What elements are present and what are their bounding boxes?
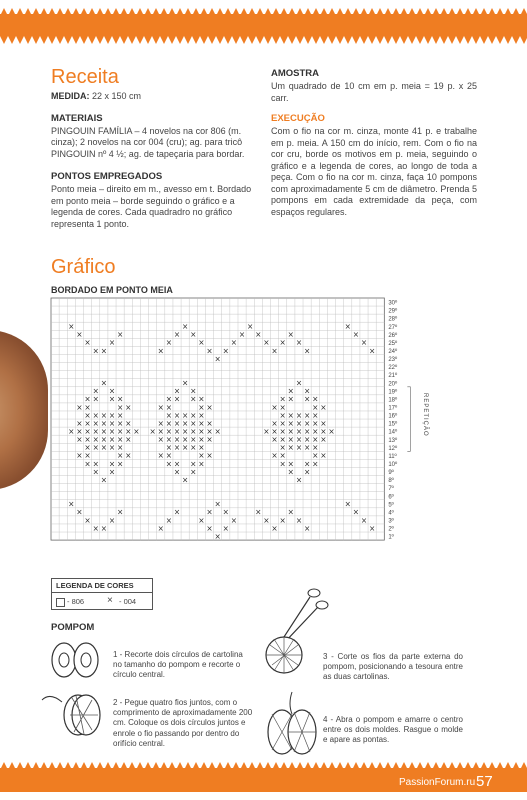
chart-title: BORDADO EM PONTO MEIA (51, 285, 173, 295)
pompom-step-3: 3 - Corte os fios da parte externa do pompom, posicionando a tesoura entre as duas cartolinas. (323, 652, 463, 682)
chart-cross-mark: × (92, 467, 99, 477)
chart-row-label: 26º (388, 332, 398, 339)
chart-cross-mark: × (181, 475, 189, 485)
chart-cross-mark: × (206, 507, 213, 517)
chart-cross-mark: × (344, 499, 351, 509)
chart-cross-mark: × (295, 475, 303, 485)
chart-cross-mark: × (279, 394, 286, 404)
chart-cross-mark: × (230, 515, 238, 525)
chart-cross-mark: × (100, 475, 107, 485)
chart-cross-mark: × (238, 330, 246, 340)
chart-cross-mark: × (76, 435, 83, 445)
chart-cross-mark: × (165, 402, 173, 412)
tying-pompom-illustration (262, 690, 322, 760)
chart-cross-mark: × (76, 418, 83, 428)
grafico-title: Gráfico (51, 256, 116, 278)
chart-cross-mark: × (165, 418, 173, 428)
chart-cross-mark: × (165, 443, 173, 453)
amostra-heading: AMOSTRA (271, 68, 320, 79)
chart-cross-mark: × (255, 330, 262, 340)
chart-cross-mark: × (287, 467, 294, 477)
chart-cross-mark: × (76, 402, 83, 412)
chart-cross-mark: × (198, 418, 205, 428)
chart-cross-mark: × (198, 394, 205, 404)
chart-cross-mark: × (303, 394, 311, 404)
chart-cross-mark: × (92, 443, 99, 453)
chart-cross-mark: × (173, 418, 181, 428)
chart-cross-mark: × (303, 435, 311, 445)
chart-cross-mark: × (287, 418, 294, 428)
chart-cross-mark: × (108, 394, 116, 404)
chart-cross-mark: × (84, 515, 91, 525)
chart-cross-mark: × (198, 338, 205, 348)
chart-cross-mark: × (181, 322, 189, 332)
chart-cross-mark: × (173, 386, 181, 396)
chart-cross-mark: × (108, 435, 116, 445)
chart-cross-mark: × (206, 346, 213, 356)
chart-cross-mark: × (206, 402, 213, 412)
chart-cross-mark: × (222, 346, 229, 356)
chart-cross-mark: × (76, 426, 83, 436)
chart-cross-mark: × (116, 443, 124, 453)
chart-row-label: 16º (388, 413, 398, 420)
chart-cross-mark: × (271, 346, 278, 356)
chart-cross-mark: × (165, 338, 173, 348)
chart-cross-mark: × (92, 386, 99, 396)
chart-cross-mark: × (100, 346, 107, 356)
chart-cross-mark: × (181, 435, 189, 445)
chart-row-label: 24º (388, 348, 398, 355)
chart-cross-mark: × (279, 451, 286, 461)
chart-cross-mark: × (157, 523, 164, 533)
chart-cross-mark: × (108, 459, 116, 469)
chart-cross-mark: × (84, 338, 91, 348)
chart-cross-mark: × (92, 523, 99, 533)
chart-row-label: 11º (388, 453, 397, 460)
chart-row-label: 21º (388, 373, 398, 380)
chart-cross-mark: × (279, 338, 286, 348)
chart-cross-mark: × (271, 451, 278, 461)
chart-cross-mark: × (279, 435, 286, 445)
chart-cross-mark: × (360, 338, 368, 348)
chart-cross-mark: × (312, 394, 319, 404)
wrapping-yarn-illustration (40, 690, 110, 740)
chart-row-label: 22º (388, 365, 398, 372)
chart-cross-mark: × (173, 459, 181, 469)
execucao-heading: EXECUÇÃO (271, 113, 325, 124)
chart-cross-mark: × (157, 402, 164, 412)
chart-cross-mark: × (198, 451, 205, 461)
chart-cross-mark: × (279, 443, 286, 453)
chart-cross-mark: × (279, 410, 286, 420)
chart-cross-mark: × (263, 338, 270, 348)
chart-cross-mark: × (108, 515, 116, 525)
legend-title: LEGENDA DE CORES (52, 579, 152, 593)
chart-cross-mark: × (116, 435, 124, 445)
chart-row-label: 1º (388, 534, 394, 541)
chart-row-label: 9º (388, 470, 394, 477)
chart-cross-mark: × (312, 402, 319, 412)
pompom-step-2: 2 - Pegue quatro fios juntos, com o comprimento de aproximadamente 200 cm. Coloque os dois círculos juntos e enrole o fio passando por dentro do orifício central. (113, 698, 253, 748)
chart-cross-mark: × (303, 523, 311, 533)
chart-cross-mark: × (287, 394, 294, 404)
chart-row-label: 4º (388, 510, 394, 517)
chart-cross-mark: × (165, 394, 173, 404)
chart-cross-mark: × (214, 354, 221, 364)
chart-cross-mark: × (320, 402, 327, 412)
chart-cross-mark: × (214, 499, 221, 509)
chart-cross-mark: × (173, 507, 181, 517)
chart-cross-mark: × (116, 410, 124, 420)
chart-cross-mark: × (116, 402, 124, 412)
chart-cross-mark: × (173, 410, 181, 420)
chart-cross-mark: × (76, 451, 83, 461)
chart-cross-mark: × (92, 459, 99, 469)
chart-cross-mark: × (312, 426, 319, 436)
chart-row-label: 29º (388, 308, 398, 315)
chart-cross-mark: × (295, 515, 303, 525)
chart-cross-mark: × (190, 394, 197, 404)
chart-cross-mark: × (92, 410, 99, 420)
chart-row-label: 17º (388, 405, 398, 412)
chart-cross-mark: × (190, 418, 197, 428)
chart-cross-mark: × (206, 418, 213, 428)
chart-cross-mark: × (352, 507, 360, 517)
chart-cross-mark: × (173, 435, 181, 445)
execucao-text: Com o fio na cor m. cinza, monte 41 p. e trabalhe em p. meia. A 150 cm do início, rem. Com o fio na cor cru, borde os motivos em p. meia, seguindo o gráfico e a legenda de cores, ao longo de toda a peça. Com o fio na cor m. cinza, faça 10 pompons com aproximadamente 5 cm de diâmetro. Prenda 5 pompons em cada extremidade da peça, com espaços regulares. (271, 126, 477, 217)
chart-cross-mark: × (125, 418, 132, 428)
chart-cross-mark: × (352, 330, 360, 340)
chart-cross-mark: × (328, 426, 335, 436)
repeticao-bracket (407, 387, 410, 452)
chart-cross-mark: × (303, 418, 311, 428)
chart-cross-mark: × (295, 410, 303, 420)
chart-cross-mark: × (303, 426, 311, 436)
chart-cross-mark: × (173, 467, 181, 477)
materiais-heading: MATERIAIS (51, 112, 103, 124)
materiais-text: PINGOUIN FAMÍLIA – 4 novelos na cor 806 (m. cinza); 2 novelos na cor 004 (cru); ag. para tricô PINGOUIN nº 4 ½; ag. de tapeçaria para bordar. (51, 125, 245, 159)
chart-cross-mark: × (157, 418, 164, 428)
chart-cross-mark: × (279, 418, 286, 428)
legend-square-icon (56, 598, 65, 607)
chart-cross-mark: × (125, 402, 132, 412)
chart-cross-mark: × (190, 435, 197, 445)
amostra-text: Um quadrado de 10 cm em p. meia = 19 p. x 25 carr. (271, 81, 477, 103)
chart-cross-mark: × (320, 451, 327, 461)
chart-cross-mark: × (84, 410, 91, 420)
chart-cross-mark: × (190, 443, 197, 453)
chart-cross-mark: × (344, 322, 351, 332)
chart-cross-mark: × (190, 459, 197, 469)
chart-cross-mark: × (295, 426, 303, 436)
chart-cross-mark: × (303, 346, 311, 356)
chart-cross-mark: × (84, 459, 91, 469)
chart-cross-mark: × (133, 426, 140, 436)
chart-row-label: 13º (388, 437, 398, 444)
chart-cross-mark: × (84, 418, 91, 428)
chart-cross-mark: × (108, 418, 116, 428)
chart-cross-mark: × (312, 435, 319, 445)
chart-cross-mark: × (100, 435, 107, 445)
chart-cross-mark: × (165, 451, 173, 461)
chart-cross-mark: × (157, 426, 164, 436)
chart-cross-mark: × (222, 507, 229, 517)
chart-cross-mark: × (271, 418, 278, 428)
chart-cross-mark: × (320, 426, 327, 436)
chart-cross-mark: × (206, 435, 213, 445)
chart-cross-mark: × (84, 402, 91, 412)
chart-cross-mark: × (312, 443, 319, 453)
chart-cross-mark: × (206, 523, 213, 533)
repeticao-label: REPETIÇÃO (422, 393, 428, 437)
chart-cross-mark: × (368, 346, 376, 356)
chart-cross-mark: × (303, 386, 311, 396)
recipe-title: Receita (51, 66, 119, 88)
chart-cross-mark: × (230, 338, 238, 348)
chart-cross-mark: × (68, 322, 75, 332)
chart-cross-mark: × (206, 451, 213, 461)
chart-cross-mark: × (165, 410, 173, 420)
watermark-text: PassionForum.ru (399, 777, 476, 788)
chart-cross-mark: × (84, 394, 91, 404)
chart-cross-mark: × (165, 515, 173, 525)
legend-cross-icon: × (107, 595, 113, 606)
chart-cross-mark: × (320, 418, 327, 428)
chart-cross-mark: × (303, 410, 311, 420)
chart-cross-mark: × (271, 402, 278, 412)
chart-cross-mark: × (279, 515, 286, 525)
chart-cross-mark: × (116, 459, 124, 469)
chart-cross-mark: × (149, 426, 156, 436)
chart-row-label: 5º (388, 502, 394, 509)
chart-cross-mark: × (108, 410, 116, 420)
chart-cross-mark: × (92, 394, 99, 404)
chart-cross-mark: × (116, 507, 124, 517)
pontos-heading: PONTOS EMPREGADOS (51, 171, 163, 182)
pompom-step-4: 4 - Abra o pompom e amarre o centro entre os dois moldes. Rasgue o molde e apare as pontas. (323, 715, 463, 745)
pontos-text: Ponto meia – direito em m., avesso em t. Bordado em ponto meia – borde seguindo o gráfico e a legenda de cores. Cada quadradro no gráfico representa 1 ponto. (51, 184, 252, 229)
chart-cross-mark: × (125, 435, 132, 445)
chart-cross-mark: × (287, 426, 294, 436)
chart-cross-mark: × (125, 451, 132, 461)
chart-cross-mark: × (287, 443, 294, 453)
chart-cross-mark: × (295, 435, 303, 445)
chart-cross-mark: × (125, 426, 132, 436)
legend-item-806: - 806 (67, 597, 85, 606)
chart-cross-mark: × (287, 410, 294, 420)
medida-label: MEDIDA: (51, 91, 90, 101)
chart-cross-mark: × (100, 443, 107, 453)
chart-cross-mark: × (68, 426, 75, 436)
chart-row-label: 14º (388, 429, 398, 436)
chart-cross-mark: × (279, 402, 286, 412)
chart-cross-mark: × (279, 459, 286, 469)
chart-cross-mark: × (181, 443, 189, 453)
chart-cross-mark: × (181, 418, 189, 428)
chart-cross-mark: × (368, 523, 376, 533)
chart-row-label: 20º (388, 381, 398, 388)
chart-row-label: 23º (388, 357, 398, 364)
chart-cross-mark: × (173, 443, 181, 453)
chart-cross-mark: × (198, 435, 205, 445)
chart-cross-mark: × (271, 523, 278, 533)
chart-cross-mark: × (247, 322, 254, 332)
chart-cross-mark: × (198, 410, 205, 420)
chart-row-label: 12º (388, 445, 398, 452)
chart-row-label: 19º (388, 389, 398, 396)
chart-cross-mark: × (312, 459, 319, 469)
pompom-heading: POMPOM (51, 622, 95, 633)
chart-row-label: 25º (388, 340, 398, 347)
chart-cross-mark: × (198, 402, 205, 412)
scissors-cutting-illustration (262, 585, 332, 680)
chart-cross-mark: × (214, 531, 221, 541)
chart-cross-mark: × (84, 435, 91, 445)
chart-cross-mark: × (100, 418, 107, 428)
chart-row-label: 28º (388, 316, 398, 323)
chart-cross-mark: × (198, 443, 205, 453)
color-legend (51, 578, 153, 610)
chart-row-label: 18º (388, 397, 398, 404)
chart-cross-mark: × (295, 443, 303, 453)
chart-cross-mark: × (206, 426, 213, 436)
chart-cross-mark: × (198, 459, 205, 469)
chart-cross-mark: × (214, 426, 221, 436)
chart-cross-mark: × (190, 410, 197, 420)
chart-cross-mark: × (108, 426, 116, 436)
chart-cross-mark: × (116, 394, 124, 404)
chart-cross-mark: × (190, 330, 197, 340)
chart-cross-mark: × (116, 330, 124, 340)
chart-cross-mark: × (92, 346, 99, 356)
chart-cross-mark: × (108, 338, 116, 348)
chart-cross-mark: × (295, 378, 303, 388)
chart-cross-mark: × (190, 386, 197, 396)
chart-row-label: 7º (388, 486, 394, 493)
chart-cross-mark: × (181, 426, 189, 436)
chart-cross-mark: × (263, 515, 270, 525)
chart-cross-mark: × (287, 507, 294, 517)
chart-row-label: 2º (388, 526, 394, 533)
chart-cross-mark: × (173, 426, 181, 436)
chart-cross-mark: × (312, 451, 319, 461)
chart-cross-mark: × (173, 394, 181, 404)
chart-cross-mark: × (287, 459, 294, 469)
cardboard-rings-illustration (48, 640, 108, 680)
chart-cross-mark: × (263, 426, 270, 436)
chart-cross-mark: × (303, 467, 311, 477)
chart-cross-mark: × (108, 386, 116, 396)
chart-cross-mark: × (279, 426, 286, 436)
chart-cross-mark: × (312, 418, 319, 428)
chart-row-label: 27º (388, 324, 398, 331)
chart-cross-mark: × (108, 467, 116, 477)
chart-cross-mark: × (295, 338, 303, 348)
chart-cross-mark: × (190, 467, 197, 477)
chart-cross-mark: × (198, 515, 205, 525)
chart-cross-mark: × (76, 330, 83, 340)
chart-cross-mark: × (271, 435, 278, 445)
medida-value: 22 x 150 cm (92, 91, 142, 101)
chart-cross-mark: × (287, 386, 294, 396)
chart-row-label: 8º (388, 478, 394, 485)
chart-cross-mark: × (157, 346, 164, 356)
page-number: 57 (476, 773, 493, 790)
chart-cross-mark: × (108, 443, 116, 453)
chart-cross-mark: × (84, 451, 91, 461)
chart-cross-mark: × (360, 515, 368, 525)
chart-cross-mark: × (84, 443, 91, 453)
chart-cross-mark: × (181, 378, 189, 388)
chart-cross-mark: × (100, 410, 107, 420)
chart-cross-mark: × (190, 426, 197, 436)
chart-cross-mark: × (84, 426, 91, 436)
chart-cross-mark: × (76, 507, 83, 517)
chart-cross-mark: × (116, 418, 124, 428)
chart-cross-mark: × (92, 418, 99, 428)
chart-row-label: 3º (388, 518, 394, 525)
chart-cross-mark: × (92, 426, 99, 436)
chart-cross-mark: × (92, 435, 99, 445)
chart-cross-mark: × (157, 435, 164, 445)
chart-cross-mark: × (198, 426, 205, 436)
chart-cross-mark: × (320, 435, 327, 445)
chart-cross-mark: × (312, 410, 319, 420)
chart-cross-mark: × (295, 418, 303, 428)
chart-row-label: 10º (388, 461, 398, 468)
chart-cross-mark: × (287, 330, 294, 340)
chart-cross-mark: × (157, 451, 164, 461)
chart-cross-mark: × (255, 507, 262, 517)
chart-cross-mark: × (116, 451, 124, 461)
chart-cross-mark: × (100, 426, 107, 436)
chart-cross-mark: × (165, 459, 173, 469)
chart-cross-mark: × (303, 443, 311, 453)
chart-row-label: 30º (388, 300, 398, 307)
chart-cross-mark: × (181, 410, 189, 420)
chart-cross-mark: × (100, 378, 107, 388)
chart-cross-mark: × (271, 426, 278, 436)
chart-row-label: 15º (388, 421, 398, 428)
chart-row-label: 6º (388, 494, 394, 501)
legend-item-004: - 004 (119, 597, 137, 606)
chart-cross-mark: × (303, 459, 311, 469)
chart-cross-mark: × (287, 435, 294, 445)
chart-cross-mark: × (68, 499, 75, 509)
pompom-step-1: 1 - Recorte dois círculos de cartolina no tamanho do pompom e recorte o círculo central. (113, 650, 243, 680)
chart-cross-mark: × (165, 435, 173, 445)
chart-cross-mark: × (116, 426, 124, 436)
chart-cross-mark: × (100, 523, 107, 533)
chart-cross-mark: × (165, 426, 173, 436)
chart-cross-mark: × (173, 330, 181, 340)
chart-cross-mark: × (222, 523, 229, 533)
